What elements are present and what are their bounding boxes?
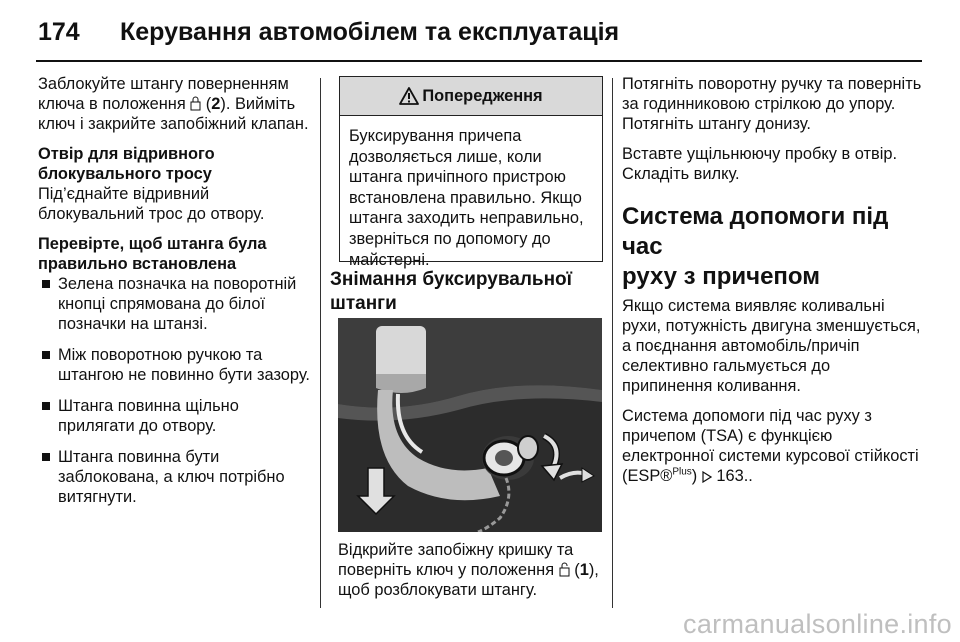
column-right [622,74,922,496]
column-left [38,74,314,518]
towbar-illustration [338,318,602,532]
eyelet-paragraph: Під’єднайте відривний блокувальний трос до отвору. [38,185,265,223]
column-middle [330,268,606,316]
warning-header [340,77,602,116]
section-heading-tsa: Система допомоги під час руху з причепом [622,203,889,290]
lock-closed-icon [190,96,201,111]
warning-title: Попередження [422,86,543,105]
figure-caption: Відкрийте запобіжну кришку та поверніть ключ у положення (1), щоб розблокувати штангу. [338,541,599,599]
list-item: Штанга повинна бути заблокована, а ключ потрібно витягнути. [38,447,314,507]
plug-paragraph: Вставте ущільнюючу пробку в отвір. Складіть вилку. [622,145,898,183]
lock-paragraph: Заблокуйте штангу поверненням ключа в положення (2). Вийміть ключ і закрийте запобіжний клапан. [38,75,309,133]
section-heading-removal: Знімання буксирувальної штанги [330,269,572,314]
section-heading-check: Перевірте, щоб штанга була правильно встановлена [38,235,267,273]
column-divider-right [612,78,613,608]
header-divider [36,60,922,62]
list-item: Штанга повинна щільно прилягати до отвору. [38,396,314,436]
tsa-paragraph: Якщо система виявляє коливальні рухи, потужність двигуна зменшується, а поєднання автомобіль/причіп селективно гальмується до припинення коливання. [622,297,921,395]
column-divider-left [320,78,321,608]
section-heading-eyelet: Отвір для відривного блокувального тросу [38,145,215,183]
page-title: Керування автомобілем та експлуатація [120,18,620,46]
page-number: 174 [38,18,80,46]
tsa-esp-paragraph: Система допомоги під час руху з причепом (TSA) є функцією електронної системи курсової стійкості (ESP®$^{Plus}$) 163.. [622,407,919,485]
list-item: Між поворотною ручкою та штангою не повинно бути зазору. [38,345,314,385]
pull-knob-paragraph: Потягніть поворотну ручку та поверніть за годинниковою стрілкою до упору. Потягніть штангу донизу. [622,75,922,133]
watermark: carmanualsonline.info [683,609,952,639]
page-reference-icon [702,471,712,483]
check-list [38,274,314,507]
lock-open-icon [559,562,570,577]
page-header [38,14,922,58]
warning-box [339,76,603,269]
warning-triangle-icon [399,87,419,105]
list-item: Зелена позначка на поворотній кнопці спрямована до білої позначки на штанзі. [38,274,314,334]
warning-text: Буксирування причепа дозволяється лише, коли штанга причіпного пристрою встановлена правильно. Якщо штанга заходить неправильно, зверніться по допомогу до майстерні. [349,127,584,269]
